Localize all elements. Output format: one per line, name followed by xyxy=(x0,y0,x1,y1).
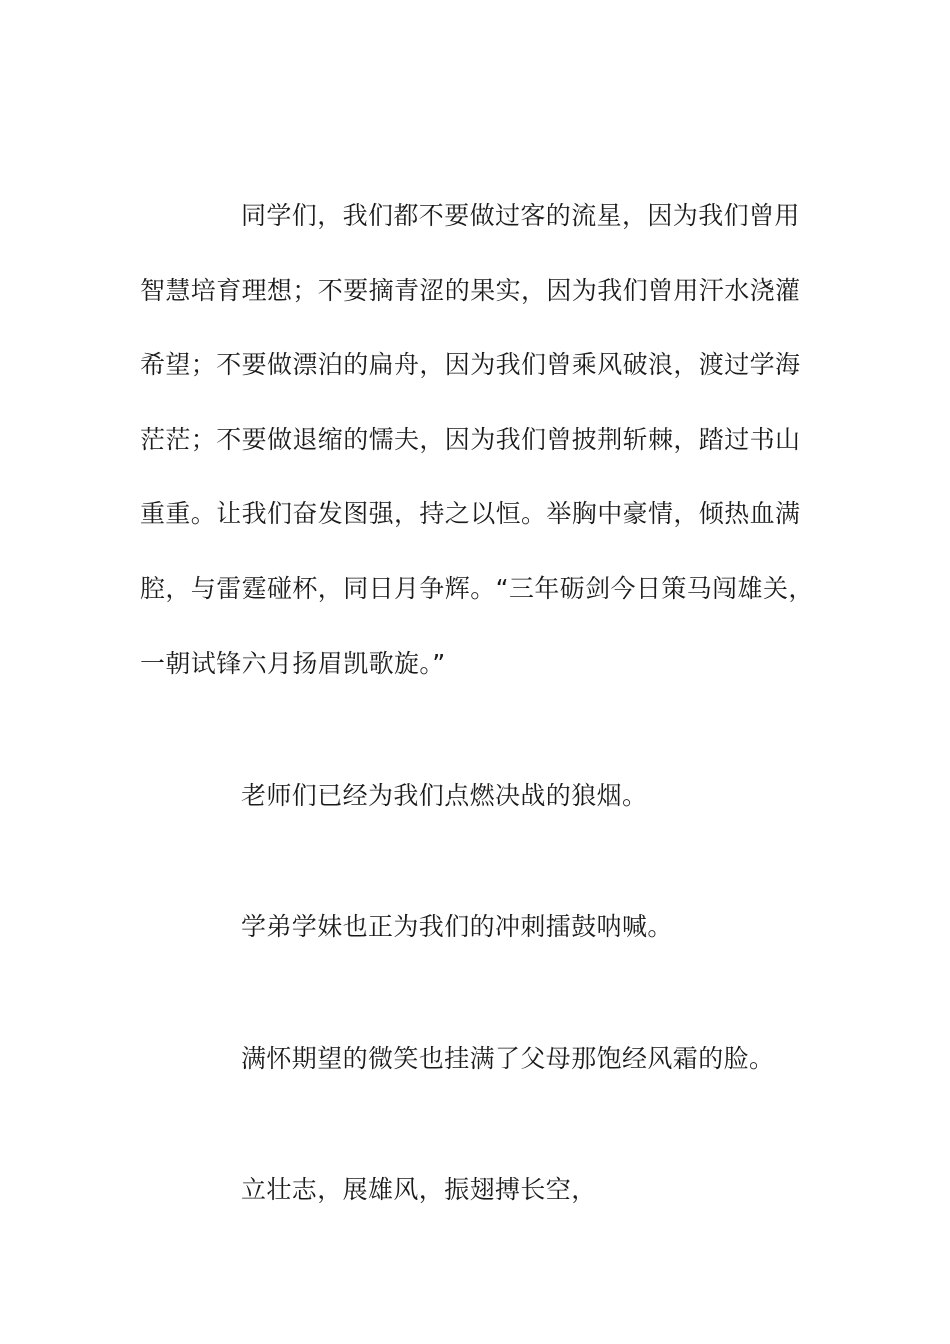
paragraph-1-line-7: 一朝试锋六月扬眉凯歌旋。” xyxy=(140,649,446,678)
paragraph-1-line-4: 茫茫；不要做退缩的懦夫，因为我们曾披荆斩棘，踏过书山 xyxy=(140,425,801,454)
paragraph-1-line-5: 重重。让我们奋发图强，持之以恒。举胸中豪情，倾热血满 xyxy=(140,499,801,528)
paragraph-1-line-3: 希望；不要做漂泊的扁舟，因为我们曾乘风破浪，渡过学海 xyxy=(140,350,801,379)
paragraph-2: 老师们已经为我们点燃决战的狼烟。 xyxy=(241,781,648,810)
paragraph-3: 学弟学妹也正为我们的冲刺擂鼓呐喊。 xyxy=(241,912,673,941)
paragraph-1-line-2: 智慧培育理想；不要摘青涩的果实，因为我们曾用汗水浇灌 xyxy=(140,276,801,305)
paragraph-1-line-6: 腔，与雷霆碰杯，同日月争辉。“三年砺剑今日策马闯雄关， xyxy=(140,574,814,603)
paragraph-4: 满怀期望的微笑也挂满了父母那饱经风霜的脸。 xyxy=(241,1044,775,1073)
paragraph-5: 立壮志，展雄风，振翅搏长空， xyxy=(241,1175,597,1204)
paragraph-1-line-1: 同学们，我们都不要做过客的流星，因为我们曾用 xyxy=(241,201,800,230)
